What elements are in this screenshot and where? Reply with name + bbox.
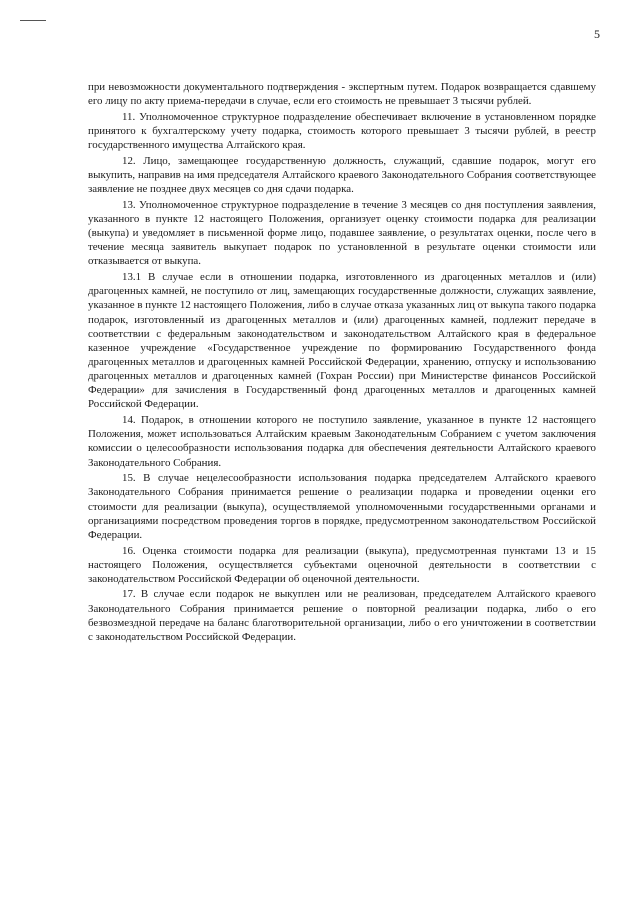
corner-mark bbox=[20, 20, 46, 21]
paragraph-item-14: 14. Подарок, в отношении которого не поступило заявление, указанное в пункте 12 настоящего Положения, может использоваться Алтайским краевым Законодательным Собранием с учетом заключения комиссии о целесообразности использования подарка для обеспечения деятельности Алтайского краевого Законодательного Собрания. bbox=[88, 414, 596, 469]
paragraph-item-11: 11. Уполномоченное структурное подразделение обеспечивает включение в установленном порядке принятого к бухгалтерскому учету подарка, стоимость которого превышает 3 тысячи рублей, в реестр государственного имущества Алтайского края. bbox=[88, 110, 596, 152]
paragraph-item-15: 15. В случае нецелесообразности использования подарка председателем Алтайского краевого Законодательного Собрания принимается решение о реализации подарка и проведении оценки его стоимости для реализации (выкупа), осуществляемой уполномоченными государственными органами и организациями посредством проведения торгов в порядке, предусмотренном законодательством Российской Федерации. bbox=[88, 472, 596, 541]
page-number: 5 bbox=[594, 27, 600, 41]
paragraph-item-16: 16. Оценка стоимости подарка для реализации (выкупа), предусмотренная пунктами 13 и 15 настоящего Положения, осуществляется субъектами оценочной деятельности в соответствии с законодательством Российской Федерации об оценочной деятельности. bbox=[88, 544, 596, 585]
document-body bbox=[88, 80, 596, 646]
paragraph-item-13-1: 13.1 В случае если в отношении подарка, изготовленного из драгоценных металлов и (или) драгоценных камней, не поступило от лиц, замещающих государственные должности, служащих заявление, указанное в пункте 12 настоящего Положения, либо в случае отказа указанных лиц от выкупа такого подарка подарок, изготовленный из драгоценных металлов и (или) драгоценных камней, подлежит передаче в соответствии с федеральным законодательством и законодательством Алтайского края в федеральное казенное учреждение «Государственное учреждение по формированию Государственного фонда драгоценных металлов и драгоценных камней Российской Федерации, хранению, отпуску и использованию драгоценных металлов и драгоценных камней (Гохран России) при Министерстве финансов Российской Федерации» для зачисления в Государственный фонд драгоценных металлов и драгоценных камней Российской Федерации. bbox=[88, 271, 596, 411]
paragraph-item-17: 17. В случае если подарок не выкуплен или не реализован, председателем Алтайского краевого Законодательного Собрания принимается решение о повторной реализации подарка, либо о его безвозмездной передаче на баланс благотворительной организации, либо о его уничтожении в соответствии с законодательством Российской Федерации. bbox=[88, 588, 596, 643]
paragraph-continuation: при невозможности документального подтверждения - экспертным путем. Подарок возвращается сдавшему его лицу по акту приема-передачи в случае, если его стоимость не превышает 3 тысячи рублей. bbox=[88, 81, 596, 108]
paragraph-item-13: 13. Уполномоченное структурное подразделение в течение 3 месяцев со дня поступления заявления, указанного в пункте 12 настоящего Положения, организует оценку стоимости подарка для реализации (выкупа) и уведомляет в письменной форме лицо, подавшее заявление, о результатах оценки, после чего в течение месяца заявитель выкупает подарок по установленной в результате оценки стоимости или отказывается от выкупа. bbox=[88, 198, 596, 268]
paragraph-item-12: 12. Лицо, замещающее государственную должность, служащий, сдавшие подарок, могут его выкупить, направив на имя председателя Алтайского краевого Законодательного Собрания соответствующее заявление не позднее двух месяцев со дня сдачи подарка. bbox=[88, 154, 596, 196]
